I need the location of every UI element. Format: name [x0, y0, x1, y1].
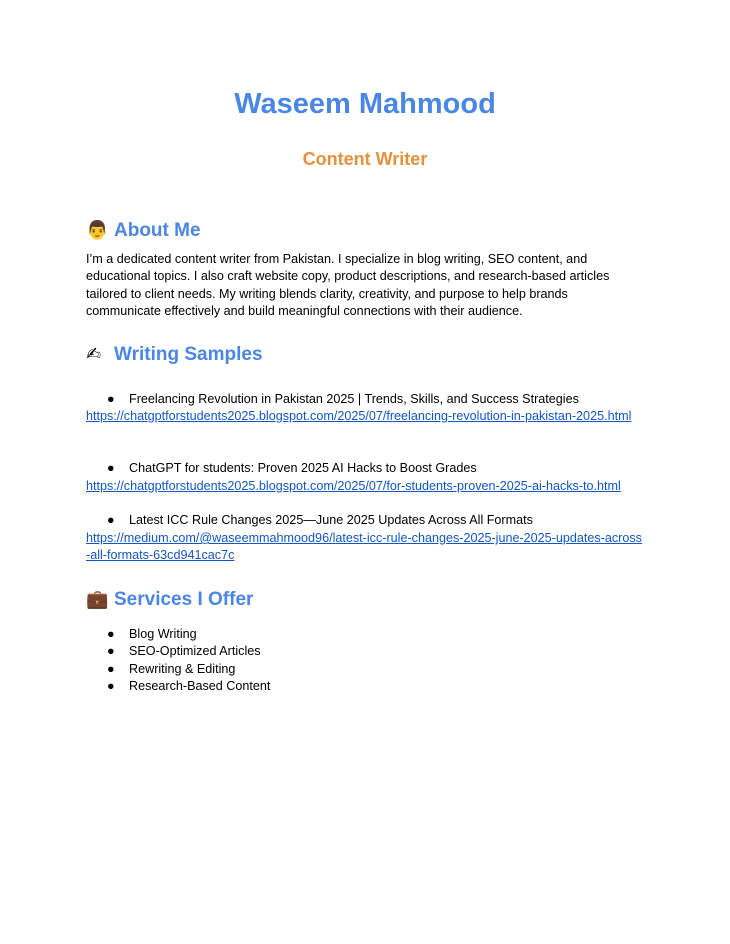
- bullet-icon: ●: [107, 513, 115, 527]
- list-item: [86, 643, 270, 660]
- sample-link-3[interactable]: https://medium.com/@waseemmahmood96/latest-icc-rule-changes-2025-june-2025-updates-across-all-formats-63cd941cac7c: [86, 531, 642, 563]
- sample-item-3: [86, 512, 646, 529]
- sample-title: ChatGPT for students: Proven 2025 AI Hacks to Boost Grades: [129, 461, 477, 475]
- about-heading-text: About Me: [114, 220, 201, 241]
- writing-hand-icon: ✍: [86, 344, 102, 364]
- sample-title: Freelancing Revolution in Pakistan 2025 | Trends, Skills, and Success Strategies: [129, 392, 579, 406]
- resume-role: Content Writer: [302, 149, 428, 169]
- briefcase-icon: 💼: [86, 589, 109, 609]
- samples-heading-text: Writing Samples: [114, 344, 263, 365]
- list-item: [86, 661, 270, 678]
- sample-title: Latest ICC Rule Changes 2025—June 2025 Updates Across All Formats: [129, 513, 533, 527]
- resume-name: Waseem Mahmood: [234, 88, 496, 120]
- sample-item-1: [86, 391, 646, 408]
- about-paragraph: I’m a dedicated content writer from Pakistan. I specialize in blog writing, SEO content, and educational topics. I also craft website copy, product descriptions, and research-based articles tailored to client needs. My writing blends clarity, creativity, and purpose to help brands communicate effectively and build meaningful connections with their audience.: [86, 252, 610, 319]
- sample-link-1[interactable]: https://chatgptforstudents2025.blogspot.com/2025/07/freelancing-revolution-in-pakistan-2025.html: [86, 409, 632, 423]
- bullet-icon: ●: [107, 679, 115, 694]
- service-label: Research-Based Content: [129, 679, 271, 694]
- bullet-icon: ●: [107, 644, 115, 659]
- list-item: [86, 626, 270, 643]
- services-list: [86, 626, 270, 696]
- bullet-icon: ●: [107, 392, 115, 406]
- sample-item-2: [86, 460, 646, 477]
- man-emoji-icon: 👨: [86, 220, 109, 240]
- list-item: [86, 678, 270, 695]
- bullet-icon: ●: [107, 627, 115, 641]
- services-heading: [86, 587, 253, 612]
- sample-link-2[interactable]: https://chatgptforstudents2025.blogspot.com/2025/07/for-students-proven-2025-ai-hacks-to.html: [86, 479, 621, 493]
- bullet-icon: ●: [107, 461, 115, 475]
- service-label: SEO-Optimized Articles: [129, 644, 261, 659]
- services-heading-text: Services I Offer: [114, 589, 254, 610]
- service-label: Blog Writing: [129, 627, 197, 641]
- samples-heading: [86, 342, 263, 367]
- service-label: Rewriting & Editing: [129, 661, 236, 676]
- bullet-icon: ●: [107, 661, 115, 676]
- about-heading: [86, 218, 201, 243]
